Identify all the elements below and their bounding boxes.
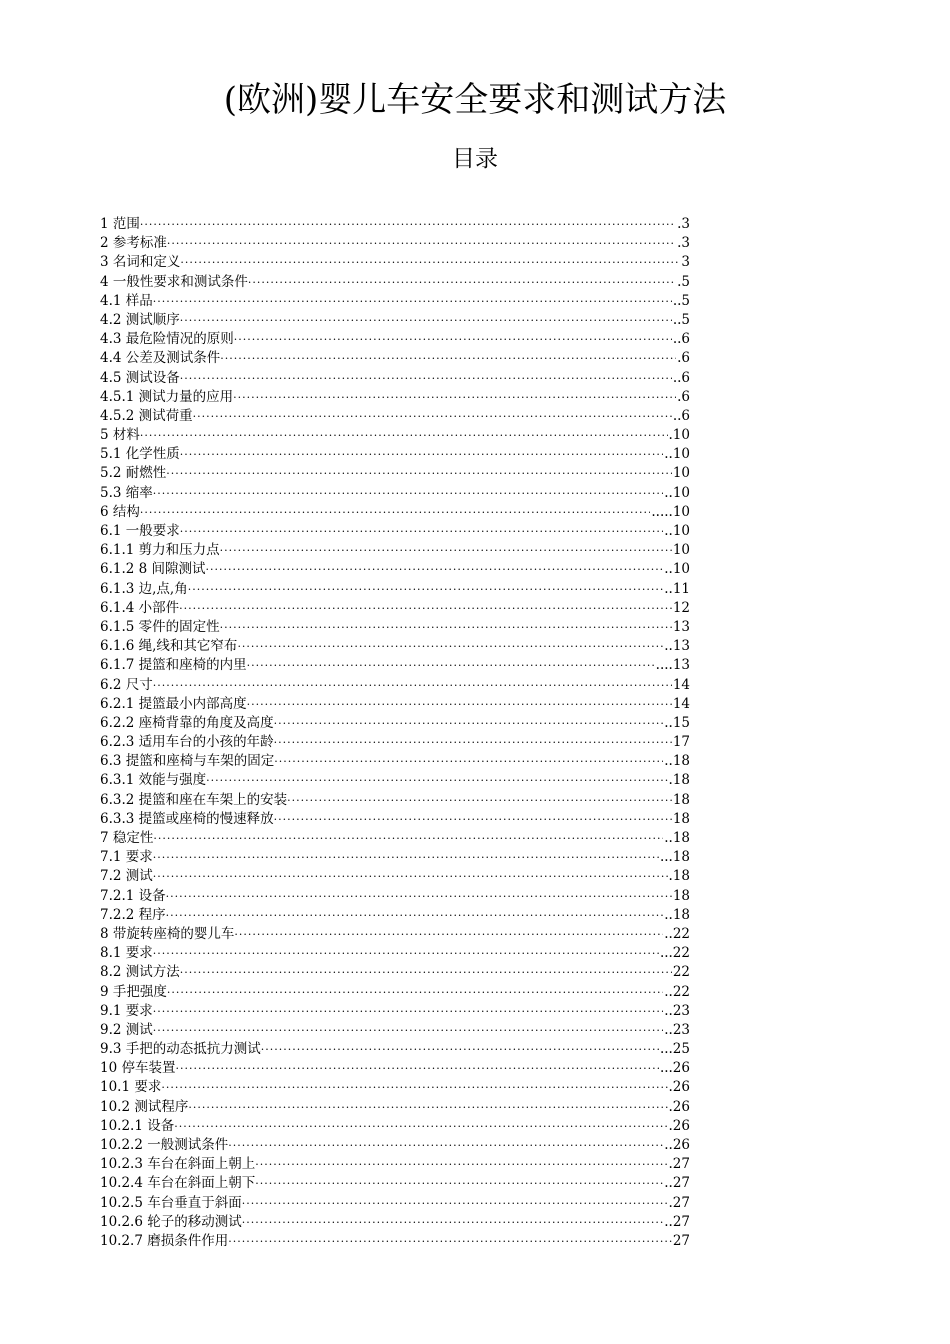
toc-entry[interactable] <box>100 1021 690 1040</box>
toc-entry-label: 6.1.3 边,点,角 <box>100 580 188 597</box>
toc-entry-page-number: 12 <box>672 599 690 616</box>
toc-dot-leader <box>274 714 664 733</box>
toc-entry[interactable] <box>100 1136 690 1155</box>
toc-entry-label: 6.1.6 绳,线和其它窄布 <box>100 638 238 655</box>
toc-entry-label: 6.2.2 座椅背靠的角度及高度 <box>100 714 274 731</box>
toc-dot-leader <box>274 752 663 771</box>
toc-entry-page-number: 27 <box>672 1232 690 1249</box>
toc-entry[interactable] <box>100 464 690 483</box>
toc-entry-label: 6.3.3 提篮或座椅的慢速释放 <box>100 810 274 827</box>
toc-dot-leader <box>153 292 672 311</box>
toc-dot-leader <box>242 1194 668 1213</box>
toc-entry-page-number: ..5 <box>672 292 690 309</box>
toc-entry[interactable] <box>100 215 690 234</box>
toc-dot-leader <box>180 369 672 388</box>
toc-dot-leader <box>188 580 664 599</box>
toc-entry-page-number: .10 <box>668 427 690 444</box>
toc-dot-leader <box>140 503 650 522</box>
toc-entry-page-number: 3 <box>681 254 690 271</box>
toc-entry[interactable] <box>100 292 690 311</box>
toc-entry[interactable] <box>100 1194 690 1213</box>
toc-entry-label: 10.2.3 车台在斜面上朝上 <box>100 1156 256 1173</box>
toc-entry-label: 7.2.2 程序 <box>100 906 166 923</box>
toc-dot-leader <box>180 311 672 330</box>
toc-entry[interactable] <box>100 1174 690 1193</box>
toc-dot-leader <box>220 541 672 560</box>
toc-entry[interactable] <box>100 426 690 445</box>
toc-entry-label: 4.2 测试顺序 <box>100 311 180 328</box>
toc-entry-page-number: ..27 <box>664 1213 690 1230</box>
toc-dot-leader <box>153 676 672 695</box>
toc-entry[interactable] <box>100 829 690 848</box>
toc-entry-page-number: ..6 <box>672 331 690 348</box>
toc-entry-label: 7.1 要求 <box>100 849 153 866</box>
toc-entry-label: 7.2.1 设备 <box>100 887 166 904</box>
toc-entry[interactable] <box>100 848 690 867</box>
toc-entry-page-number: ..10 <box>664 484 690 501</box>
toc-entry[interactable] <box>100 771 690 790</box>
toc-entry-label: 6.1.1 剪力和压力点 <box>100 542 220 559</box>
toc-entry-page-number: .26 <box>668 1117 690 1134</box>
toc-entry-label: 10.1 要求 <box>100 1079 162 1096</box>
toc-entry-label: 10.2.4 车台在斜面上朝下 <box>100 1175 256 1192</box>
toc-entry-page-number: ..22 <box>664 925 690 942</box>
toc-entry[interactable] <box>100 484 690 503</box>
toc-entry-label: 9 手把强度 <box>100 983 167 1000</box>
toc-entry[interactable] <box>100 1040 690 1059</box>
toc-dot-leader <box>153 484 663 503</box>
toc-entry-page-number: 18 <box>672 791 690 808</box>
toc-entry[interactable] <box>100 407 690 426</box>
toc-dot-leader <box>167 983 663 1002</box>
toc-entry-page-number: 14 <box>672 676 690 693</box>
toc-entry[interactable] <box>100 752 690 771</box>
toc-dot-leader <box>287 791 672 810</box>
toc-entry-page-number: ...22 <box>659 945 690 962</box>
toc-entry-label: 8.2 测试方法 <box>100 964 180 981</box>
toc-entry-label: 6.3 提篮和座椅与车架的固定 <box>100 753 275 770</box>
toc-entry-label: 7 稳定性 <box>100 830 154 846</box>
toc-entry-label: 8.1 要求 <box>100 945 153 962</box>
toc-dot-leader <box>237 637 663 656</box>
toc-entry[interactable] <box>100 656 690 675</box>
document-title: (欧洲)婴儿车安全要求和测试方法 <box>223 80 727 120</box>
toc-entry[interactable] <box>100 349 690 368</box>
toc-entry[interactable] <box>100 1117 690 1136</box>
toc-dot-leader <box>248 273 676 292</box>
toc-dot-leader <box>153 829 663 848</box>
toc-dot-leader <box>233 388 676 407</box>
toc-dot-leader <box>234 330 672 349</box>
toc-entry[interactable] <box>100 369 690 388</box>
toc-entry-page-number: 10 <box>672 542 690 559</box>
toc-entry-page-number: ..5 <box>672 311 690 328</box>
toc-entry[interactable] <box>100 733 690 752</box>
toc-entry-label: 6.3.1 效能与强度 <box>100 772 207 789</box>
toc-entry-page-number: 17 <box>672 734 690 751</box>
toc-entry-page-number: 18 <box>672 810 690 827</box>
toc-dot-leader <box>153 1021 663 1040</box>
toc-entry[interactable] <box>100 637 690 656</box>
toc-entry-label: 3 名词和定义 <box>100 254 181 271</box>
toc-dot-leader <box>140 426 668 445</box>
toc-entry-label: 6.2.1 提篮最小内部高度 <box>100 695 247 712</box>
toc-entry-page-number: 10 <box>672 465 690 482</box>
toc-entry-page-number: ..11 <box>664 580 690 597</box>
toc-entry[interactable] <box>100 1213 690 1232</box>
toc-entry[interactable] <box>100 676 690 695</box>
toc-entry-page-number: ...25 <box>659 1041 690 1058</box>
toc-dot-leader <box>175 1059 658 1078</box>
toc-entry-page-number: ..23 <box>664 1002 690 1019</box>
toc-entry-page-number: ..22 <box>664 983 690 1000</box>
toc-dot-leader <box>166 887 672 906</box>
toc-entry-label: 6 结构 <box>100 503 140 520</box>
toc-entry-page-number: ...26 <box>659 1060 690 1077</box>
toc-entry-page-number: .27 <box>668 1194 690 1211</box>
toc-entry[interactable] <box>100 867 690 886</box>
toc-entry[interactable] <box>100 695 690 714</box>
toc-entry-page-number: ..18 <box>664 830 690 846</box>
toc-entry-page-number: ..10 <box>664 561 690 578</box>
toc-dot-leader <box>188 1098 667 1117</box>
toc-heading: 目录 <box>452 146 498 172</box>
toc-entry[interactable] <box>100 714 690 733</box>
toc-dot-leader <box>174 1117 667 1136</box>
toc-entry-page-number: ..6 <box>672 369 690 386</box>
toc-entry-page-number: .5 <box>677 273 690 290</box>
toc-dot-leader <box>247 656 655 675</box>
toc-entry[interactable] <box>100 791 690 810</box>
toc-dot-leader <box>247 695 672 714</box>
toc-entry-page-number: ..6 <box>672 407 690 424</box>
toc-entry-label: 5 材料 <box>100 427 140 444</box>
toc-entry-page-number: ..27 <box>664 1175 690 1192</box>
toc-entry-page-number: .18 <box>668 868 690 885</box>
toc-entry[interactable] <box>100 330 690 349</box>
toc-dot-leader <box>193 407 672 426</box>
toc-entry-label: 6.2 尺寸 <box>100 676 153 693</box>
toc-entry[interactable] <box>100 1155 690 1174</box>
toc-entry[interactable] <box>100 234 690 253</box>
toc-dot-leader <box>166 906 664 925</box>
toc-entry-label: 8 带旋转座椅的婴儿车 <box>100 925 235 942</box>
toc-dot-leader <box>180 253 680 272</box>
toc-dot-leader <box>180 445 663 464</box>
toc-entry[interactable] <box>100 445 690 464</box>
toc-entry[interactable] <box>100 887 690 906</box>
toc-entry[interactable] <box>100 273 690 292</box>
toc-entry-page-number: ..18 <box>664 753 690 770</box>
toc-entry[interactable] <box>100 522 690 541</box>
toc-entry-label: 5.3 缩率 <box>100 484 153 501</box>
toc-dot-leader <box>255 1174 663 1193</box>
toc-entry[interactable] <box>100 1098 690 1117</box>
toc-entry[interactable] <box>100 925 690 944</box>
toc-dot-leader <box>179 599 672 618</box>
toc-entry-page-number: .26 <box>668 1079 690 1096</box>
toc-dot-leader <box>261 1040 659 1059</box>
toc-entry-page-number: .3 <box>677 216 690 232</box>
toc-entry-label: 10.2.7 磨损条件作用 <box>100 1232 229 1249</box>
toc-entry-page-number: ..10 <box>664 446 690 463</box>
toc-entry-label: 6.2.3 适用车台的小孩的年龄 <box>100 734 274 751</box>
toc-entry-page-number: ..18 <box>664 906 690 923</box>
toc-entry[interactable] <box>100 944 690 963</box>
toc-dot-leader <box>153 848 659 867</box>
toc-entry-page-number: .27 <box>668 1156 690 1173</box>
toc-entry[interactable] <box>100 1002 690 1021</box>
toc-entry-page-number: ....13 <box>655 657 690 674</box>
toc-entry-label: 6.1.2 8 间隙测试 <box>100 561 206 578</box>
toc-entry-page-number: .6 <box>677 350 690 367</box>
toc-entry-label: 4.5 测试设备 <box>100 369 180 386</box>
toc-entry[interactable] <box>100 963 690 982</box>
toc-entry[interactable] <box>100 503 690 522</box>
toc-entry-page-number: .18 <box>668 772 690 789</box>
toc-entry-label: 10 停车装置 <box>100 1060 176 1077</box>
toc-entry[interactable] <box>100 599 690 618</box>
toc-entry-label: 4.5.2 测试荷重 <box>100 407 193 424</box>
toc-entry[interactable] <box>100 810 690 829</box>
toc-entry-label: 4.5.1 测试力量的应用 <box>100 388 234 405</box>
toc-entry-label: 1 范围 <box>100 216 140 232</box>
toc-entry-page-number: 14 <box>672 695 690 712</box>
toc-entry-page-number: ..23 <box>664 1021 690 1038</box>
toc-entry[interactable] <box>100 983 690 1002</box>
toc-dot-leader <box>255 1155 667 1174</box>
toc-dot-leader <box>234 925 663 944</box>
toc-entry-label: 4.1 样品 <box>100 292 153 309</box>
toc-entry[interactable] <box>100 1078 690 1097</box>
toc-entry-label: 6.1.5 零件的固定性 <box>100 618 220 635</box>
toc-entry-label: 10.2.1 设备 <box>100 1117 175 1134</box>
toc-dot-leader <box>167 234 676 253</box>
toc-entry-page-number: .26 <box>668 1098 690 1115</box>
toc-dot-leader <box>228 1136 663 1155</box>
toc-entry[interactable] <box>100 618 690 637</box>
toc-entry-label: 5.1 化学性质 <box>100 446 180 463</box>
toc-dot-leader <box>166 464 672 483</box>
toc-entry-label: 10.2.2 一般测试条件 <box>100 1137 229 1153</box>
toc-entry-page-number: .3 <box>677 235 690 252</box>
toc-entry[interactable] <box>100 388 690 407</box>
toc-entry-label: 6.1 一般要求 <box>100 523 180 539</box>
toc-entry-label: 9.2 测试 <box>100 1021 153 1038</box>
toc-entry-label: 10.2.6 轮子的移动测试 <box>100 1213 242 1230</box>
toc-entry-page-number: 22 <box>672 964 690 981</box>
toc-entry-label: 10.2.5 车台垂直于斜面 <box>100 1194 242 1211</box>
toc-entry[interactable] <box>100 311 690 330</box>
toc-entry-page-number: ...18 <box>659 849 690 866</box>
toc-entry-label: 4 一般性要求和测试条件 <box>100 273 248 290</box>
toc-entry[interactable] <box>100 253 690 272</box>
toc-entry[interactable] <box>100 1232 690 1251</box>
toc-entry-label: 10.2 测试程序 <box>100 1098 189 1115</box>
toc-entry-page-number: ..26 <box>664 1137 690 1153</box>
toc-entry-label: 5.2 耐燃性 <box>100 465 167 482</box>
toc-entry-page-number: .6 <box>677 388 690 405</box>
toc-dot-leader <box>153 944 659 963</box>
toc-entry-page-number: ..10 <box>664 523 690 539</box>
toc-entry[interactable] <box>100 541 690 560</box>
toc-dot-leader <box>242 1213 664 1232</box>
toc-dot-leader <box>206 771 667 790</box>
toc-entry[interactable] <box>100 906 690 925</box>
toc-dot-leader <box>161 1078 667 1097</box>
toc-dot-leader <box>206 560 664 579</box>
toc-entry-label: 9.1 要求 <box>100 1002 153 1019</box>
toc-entry-label: 4.3 最危险情况的原则 <box>100 331 234 348</box>
toc-entry-label: 4.4 公差及测试条件 <box>100 350 221 367</box>
toc-entry-page-number: .....10 <box>651 503 690 520</box>
toc-entry-page-number: ..15 <box>664 714 690 731</box>
toc-entry-label: 9.3 手把的动态抵抗力测试 <box>100 1041 261 1058</box>
toc-entry-label: 2 参考标准 <box>100 235 167 252</box>
toc-dot-leader <box>153 1002 663 1021</box>
toc-entry-label: 6.3.2 提篮和座在车架上的安装 <box>100 791 288 808</box>
toc-entry-label: 6.1.7 提篮和座椅的内里 <box>100 657 247 674</box>
toc-dot-leader <box>180 522 663 541</box>
toc-entry-page-number: 13 <box>672 618 690 635</box>
toc-entry-label: 7.2 测试 <box>100 868 153 885</box>
toc-dot-leader <box>153 867 668 886</box>
toc-entry[interactable] <box>100 560 690 579</box>
toc-dot-leader <box>274 810 672 829</box>
toc-dot-leader <box>220 349 676 368</box>
toc-dot-leader <box>228 1232 672 1251</box>
toc-dot-leader <box>140 215 676 234</box>
toc-entry[interactable] <box>100 580 690 599</box>
toc-entry-page-number: ..13 <box>664 638 690 655</box>
table-of-contents <box>100 215 690 1251</box>
toc-entry[interactable] <box>100 1059 690 1078</box>
toc-entry-label: 6.1.4 小部件 <box>100 599 180 616</box>
toc-dot-leader <box>220 618 672 637</box>
toc-dot-leader <box>274 733 672 752</box>
toc-dot-leader <box>180 963 672 982</box>
toc-entry-page-number: 18 <box>672 887 690 904</box>
